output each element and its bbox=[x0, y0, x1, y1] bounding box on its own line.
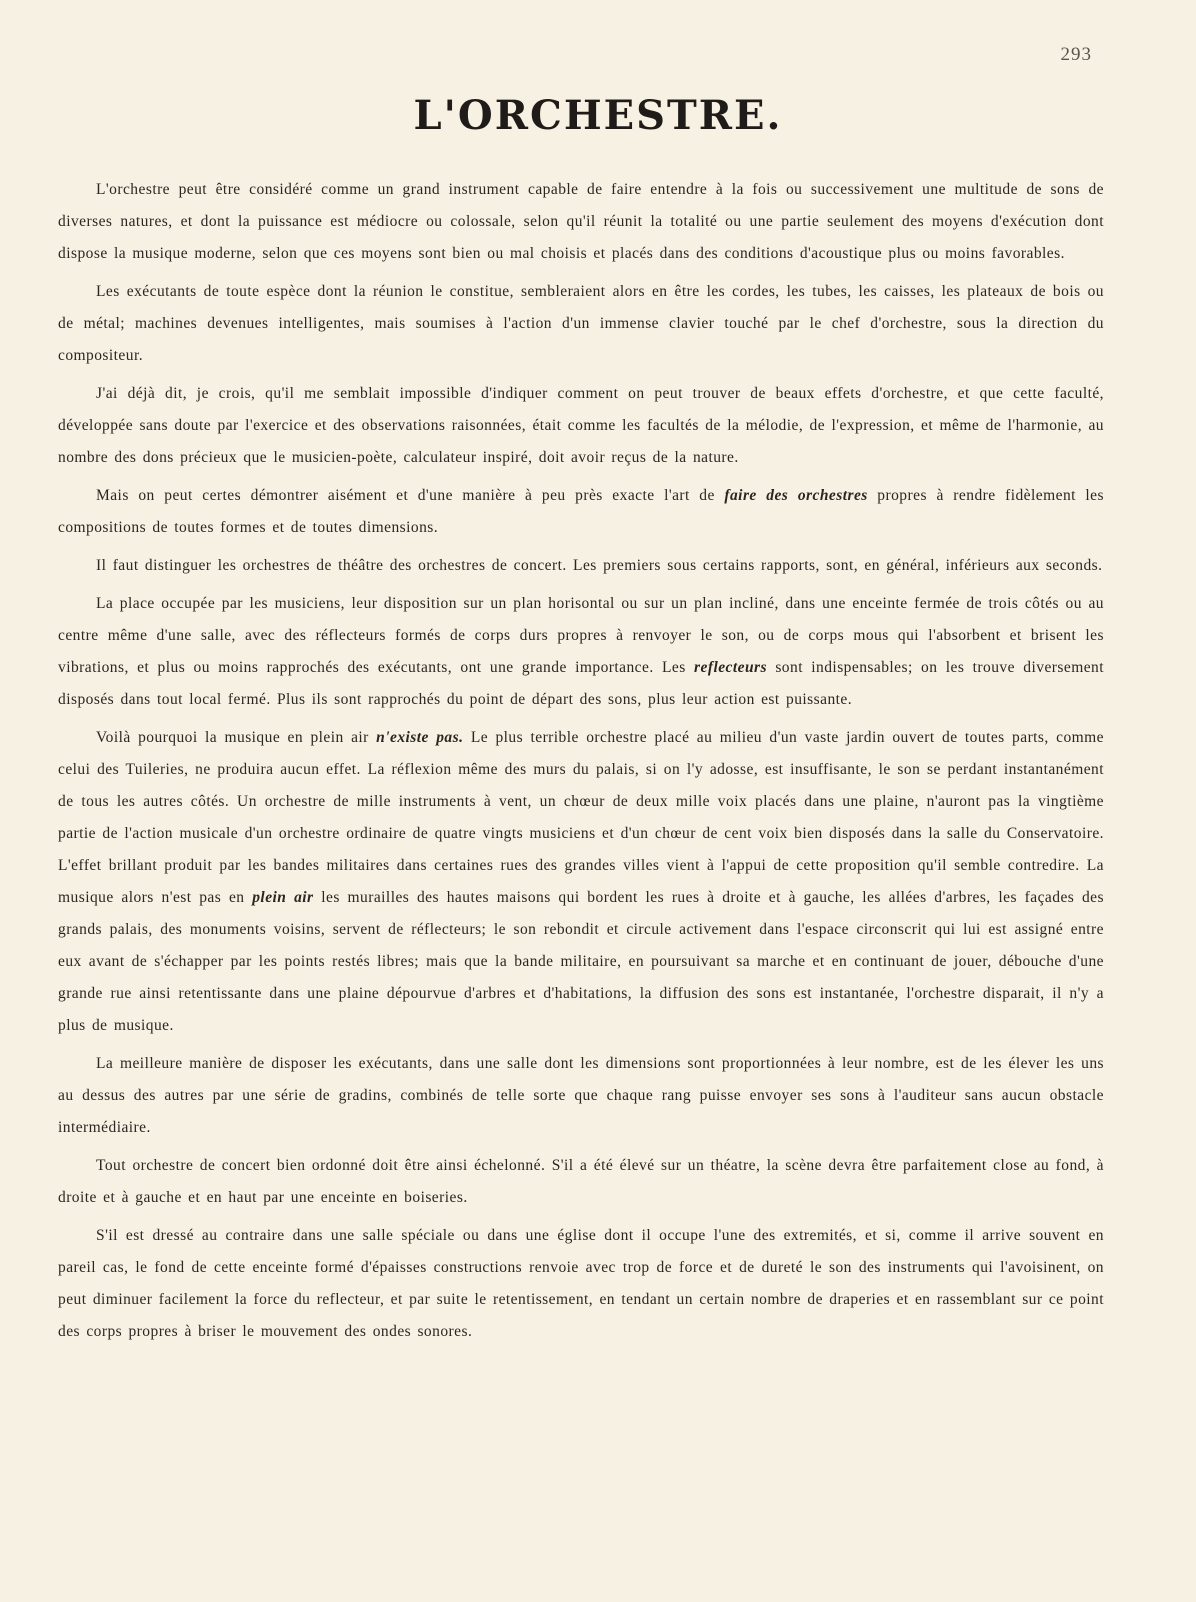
paragraph-7-end: les murailles des hautes maisons qui bordent les rues à droite et à gauche, les allées d'arbres, les façades des grands palais, des monuments voisins, servent de réflecteurs; le son rebondit et circule activement dans l'espace circonscrit qui lui est assigné entre eux avant de s'échapper par les points restés libres; mais que la bande militaire, en poursuivant sa marche et en continuant de jouer, débouche d'une grande rue ainsi retentissante dans une plaine dépourvue d'arbres et d'habitations, la diffusion des sons est instantanée, l'orchestre disparait, il n'y a plus de musique. bbox=[58, 889, 1104, 1034]
paragraph-6 bbox=[58, 588, 1104, 716]
paragraph-6-start: La place occupée par les musiciens, leur disposition sur un plan horisontal ou sur un plan incliné, dans une enceinte fermée de trois côtés ou au centre même d'une salle, avec des réflecteurs formés de corps durs propres à renvoyer le son, ou de corps mous qui l'absorbent et brisent les vibrations, et plus ou moins rapprochés des exécutants, ont une grande importance. Les bbox=[58, 595, 1104, 676]
paragraph-8: La meilleure manière de disposer les exécutants, dans une salle dont les dimensions sont proportionnées à leur nombre, est de les élever les uns au dessus des autres par une série de gradins, combinés de telle sorte que chaque rang puisse envoyer ses sons à l'auditeur sans aucun obstacle intermédiaire. bbox=[58, 1055, 1104, 1136]
paragraph-6-end: sont indispensables; on les trouve diversement disposés dans tout local fermé. Plus ils sont rapprochés du point de départ des sons, plus leur action est puissante. bbox=[58, 659, 1104, 708]
paragraph-2: Les exécutants de toute espèce dont la réunion le constitue, sembleraient alors en être les cordes, les tubes, les caisses, les plateaux de bois ou de métal; machines devenues intelligentes, mais soumises à l'action d'un immense clavier touché par le chef d'orchestre, sous la direction du compositeur. bbox=[58, 283, 1104, 364]
paragraph-4-end: propres à rendre fidèlement les compositions de toutes formes et de toutes dimensions. bbox=[58, 487, 1104, 536]
paragraph-7-start: Voilà pourquoi la musique en plein air bbox=[96, 729, 377, 746]
paragraph-4-emphasis: faire des orchestres bbox=[724, 487, 868, 504]
paragraph-7-middle: Le plus terrible orchestre placé au milieu d'un vaste jardin ouvert de toutes parts, comme celui des Tuileries, ne produira aucun effet. La réflexion même des murs du palais, si on l'y adosse, est insuffisante, le son se perdant instantanément de tous les autres côtés. Un orchestre de mille instruments à vent, un chœur de deux mille voix placés dans une plaine, n'auront pas la vingtième partie de l'action musicale d'un orchestre ordinaire de quatre vingts musiciens et d'un chœur de cent voix bien disposés dans la salle du Conservatoire. L'effet brillant produit par les bandes militaires dans certaines rues des grandes villes vient à l'appui de cette proposition qu'il semble contredire. La musique alors n'est pas en bbox=[58, 729, 1104, 906]
paragraph-4 bbox=[58, 480, 1104, 544]
paragraph-7 bbox=[58, 722, 1104, 1042]
page-title: L'ORCHESTRE. bbox=[413, 92, 783, 139]
paragraph-6-emphasis: reflecteurs bbox=[694, 659, 767, 676]
paragraph-9: Tout orchestre de concert bien ordonné doit être ainsi échelonné. S'il a été élevé sur un théatre, la scène devra être parfaitement close au fond, à droite et à gauche et en haut par une enceinte en boiseries. bbox=[58, 1157, 1104, 1206]
paragraph-4-start: Mais on peut certes démontrer aisément et d'une manière à peu près exacte l'art de bbox=[96, 487, 725, 504]
paragraph-10: S'il est dressé au contraire dans une salle spéciale ou dans une église dont il occupe l'une des extremités, et si, comme il arrive souvent en pareil cas, le fond de cette enceinte formé d'épaisses constructions renvoie avec trop de force et de dureté le son des instruments qui l'avoisinent, on peut diminuer facilement la force du reflecteur, et par suite le retentissement, en tendant un certain nombre de draperies et en rassemblant sur ce point des corps propres à briser le mouvement des ondes sonores. bbox=[58, 1227, 1104, 1340]
paragraph-7-emphasis: n'existe pas. bbox=[376, 729, 464, 746]
body-text bbox=[58, 174, 1104, 1348]
paragraph-3: J'ai déjà dit, je crois, qu'il me semblait impossible d'indiquer comment on peut trouver de beaux effets d'orchestre, et que cette faculté, développée sans doute par l'exercice et des observations raisonnées, était comme les facultés de la mélodie, de l'expression, et même de l'harmonie, au nombre des dons précieux que le musicien-poète, calculateur inspiré, doit avoir reçus de la nature. bbox=[58, 385, 1104, 466]
paragraph-1: L'orchestre peut être considéré comme un grand instrument capable de faire entendre à la fois ou successivement une multitude de sons de diverses natures, et dont la puissance est médiocre ou colossale, selon qu'il réunit la totalité ou une partie seulement des moyens d'exécution dont dispose la musique moderne, selon que ces moyens sont bien ou mal choisis et placés dans des conditions d'acoustique plus ou moins favorables. bbox=[58, 181, 1104, 262]
paragraph-7-emphasis-2: plein air bbox=[252, 889, 314, 906]
paragraph-5: Il faut distinguer les orchestres de théâtre des orchestres de concert. Les premiers sous certains rapports, sont, en général, inférieurs aux seconds. bbox=[96, 557, 1103, 574]
page-number: 293 bbox=[1060, 44, 1092, 65]
